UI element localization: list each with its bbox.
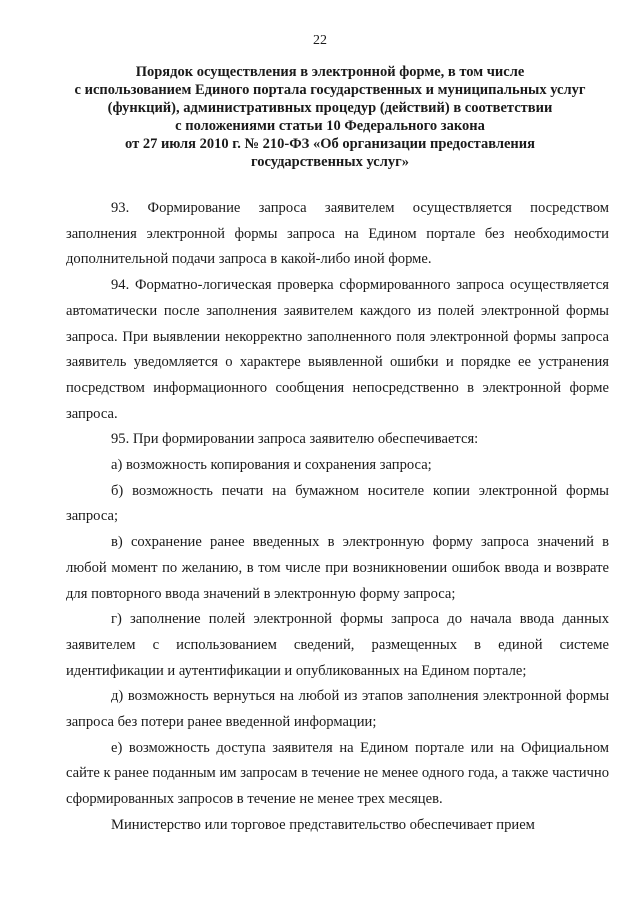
list-item-v: в) сохранение ранее введенных в электронную форму запроса значений в любой момент по желанию, в том числе при возникновении ошибок ввода и возврате для повторного ввода значений в электронную форму запроса; [66,534,609,602]
section-heading [60,63,600,171]
heading-line: Порядок осуществления в электронной форме, в том числе [135,64,525,80]
heading-line: (функций), административных процедур (действий) в соответствии [107,100,553,116]
page-number: 22 [313,33,327,48]
heading-line: с положениями статьи 10 Федерального закона [175,118,485,134]
list-item-a: а) возможность копирования и сохранения запроса; [111,457,432,474]
paragraph-94: 94. Форматно-логическая проверка сформированного запроса осуществляется автоматически после заполнения заявителем каждого из полей электронной формы запроса. При выявлении некорректно заполненного поля электронной формы запроса заявитель уведомляется о характере выявленной ошибки и порядке ее устранения посредством информационного сообщения непосредственно в электронной форме запроса. [66,277,609,422]
heading-line: от 27 июля 2010 г. № 210-ФЗ «Об организации предоставления [125,136,535,152]
document-body [66,196,609,839]
list-item-g: г) заполнение полей электронной формы запроса до начала ввода данных заявителем с использованием сведений, размещенных в единой системе идентификации и аутентификации и опубликованных на Едином портале; [66,611,609,679]
list-item-b: б) возможность печати на бумажном носителе копии электронной формы запроса; [66,482,609,525]
heading-line: с использованием Единого портала государственных и муниципальных услуг [74,82,586,98]
list-item-d: д) возможность вернуться на любой из этапов заполнения электронной формы запроса без потери ранее введенной информации; [66,688,609,731]
paragraph-95: 95. При формировании запроса заявителю обеспечивается: [111,431,479,448]
heading-line: государственных услуг» [251,154,409,170]
paragraph-93: 93. Формирование запроса заявителем осуществляется посредством заполнения электронной формы запроса на Едином портале без необходимости дополнительной подачи запроса в какой-либо иной форме. [66,200,609,268]
list-item-e: е) возможность доступа заявителя на Едином портале или на Официальном сайте к ранее поданным им запросам в течение не менее одного года, а также частично сформированных запросов в течение не менее трех месяцев. [66,739,609,808]
paragraph-ministry: Министерство или торговое представительство обеспечивает прием [111,816,535,833]
